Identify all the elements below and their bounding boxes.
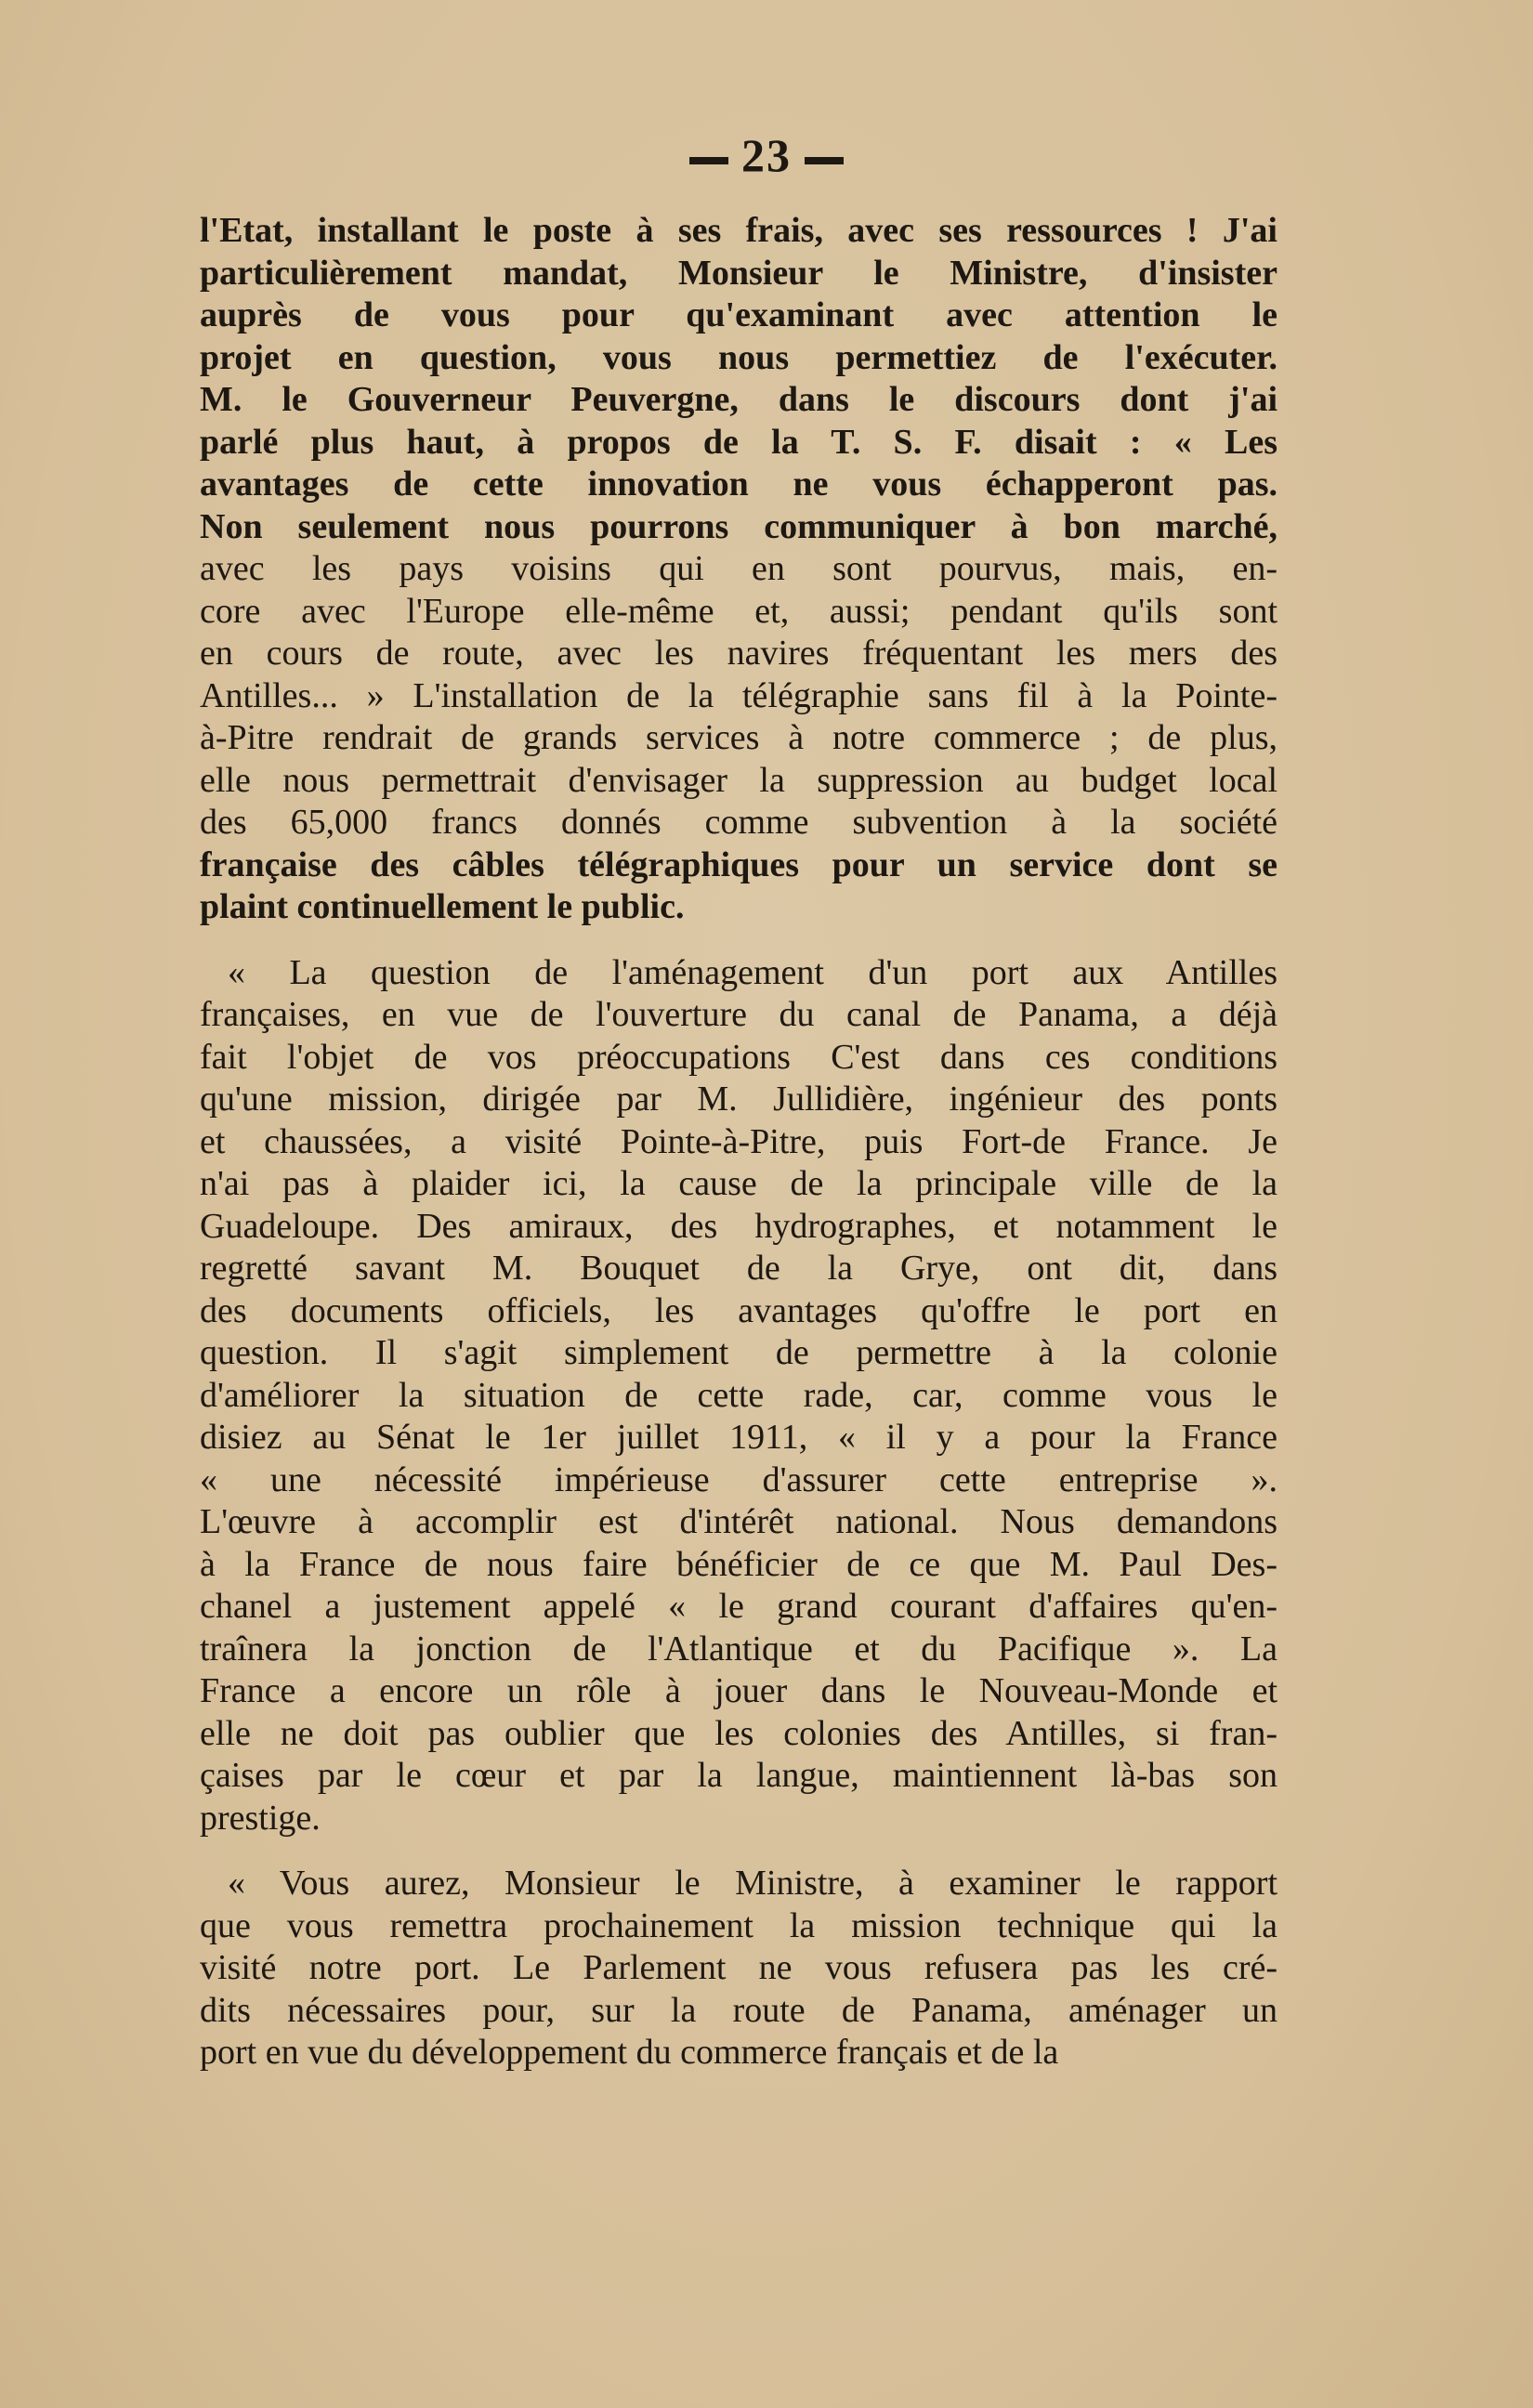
text-line: « La question de l'aménagement d'un port aux Antilles xyxy=(228,952,1278,992)
text-line: L'œuvre à accomplir est d'intérêt national. Nous demandons xyxy=(200,1502,1278,1541)
paragraph xyxy=(200,1863,1278,2074)
text-line: M. le Gouverneur Peuvergne, dans le discours dont j'ai xyxy=(200,380,1278,419)
text-line: « Vous aurez, Monsieur le Ministre, à examiner le rapport xyxy=(228,1864,1278,1903)
text-line: fait l'objet de vos préoccupations C'est dans ces conditions xyxy=(200,1037,1278,1077)
text-line: d'améliorer la situation de cette rade, car, comme vous le xyxy=(200,1375,1278,1415)
paragraph xyxy=(200,210,1278,929)
text-line: elle ne doit pas oublier que les colonies des Antilles, si fran- xyxy=(200,1713,1278,1753)
text-line: parlé plus haut, à propos de la T. S. F. disait : « Les xyxy=(200,422,1278,462)
text-line: çaises par le cœur et par la langue, maintiennent là-bas son xyxy=(200,1756,1278,1795)
text-line: projet en question, vous nous permettiez de l'exécuter. xyxy=(200,337,1278,377)
text-line: l'Etat, installant le poste à ses frais, avec ses ressources ! J'ai xyxy=(200,211,1278,250)
text-line: core avec l'Europe elle-même et, aussi; pendant qu'ils sont xyxy=(200,591,1278,631)
text-line: en cours de route, avec les navires fréquentant les mers des xyxy=(200,634,1278,673)
text-line: avec les pays voisins qui en sont pourvus, mais, en- xyxy=(200,549,1278,588)
text-line: Guadeloupe. Des amiraux, des hydrographes, et notamment le xyxy=(200,1206,1278,1246)
text-line: dits nécessaires pour, sur la route de Panama, aménager un xyxy=(200,1990,1278,2030)
text-line: Antilles... » L'installation de la télégraphie sans fil à la Pointe- xyxy=(200,675,1278,715)
text-line: françaises, en vue de l'ouverture du canal de Panama, a déjà xyxy=(200,995,1278,1034)
text-line: Non seulement nous pourrons communiquer à bon marché, xyxy=(200,506,1278,546)
page-number-text: 23 xyxy=(741,129,792,181)
text-line: française des câbles télégraphiques pour un service dont se xyxy=(200,844,1278,884)
text-line: question. Il s'agit simplement de permettre à la colonie xyxy=(200,1333,1278,1372)
text-line: France a encore un rôle à jouer dans le Nouveau-Monde et xyxy=(200,1671,1278,1710)
text-line: elle nous permettrait d'envisager la suppression au budget local xyxy=(200,760,1278,800)
text-line: prestige. xyxy=(200,1798,321,1838)
document-body xyxy=(200,210,1278,2098)
text-line: plaint continuellement le public. xyxy=(200,887,685,926)
text-line: disiez au Sénat le 1er juillet 1911, « il y a pour la France xyxy=(200,1418,1278,1457)
text-line: que vous remettra prochainement la mission technique qui la xyxy=(200,1905,1278,1945)
text-line: visité notre port. Le Parlement ne vous refusera pas les cré- xyxy=(200,1948,1278,1987)
text-line: à la France de nous faire bénéficier de ce que M. Paul Des- xyxy=(200,1544,1278,1584)
dash-right xyxy=(805,157,844,164)
text-line: et chaussées, a visité Pointe-à-Pitre, puis Fort-de France. Je xyxy=(200,1121,1278,1161)
dash-left xyxy=(689,157,728,164)
text-line: n'ai pas à plaider ici, la cause de la principale ville de la xyxy=(200,1164,1278,1203)
text-line: avantages de cette innovation ne vous échapperont pas. xyxy=(200,465,1278,504)
text-line: chanel a justement appelé « le grand courant d'affaires qu'en- xyxy=(200,1587,1278,1626)
text-line: des documents officiels, les avantages qu'offre le port en xyxy=(200,1290,1278,1330)
text-line: port en vue du développement du commerce français et de la xyxy=(200,2033,1059,2072)
text-line: particulièrement mandat, Monsieur le Ministre, d'insister xyxy=(200,253,1278,293)
text-line: des 65,000 francs donnés comme subvention à la société xyxy=(200,803,1278,842)
page-number xyxy=(0,128,1533,182)
text-line: auprès de vous pour qu'examinant avec attention le xyxy=(200,295,1278,334)
text-line: à-Pitre rendrait de grands services à notre commerce ; de plus, xyxy=(200,718,1278,757)
text-line: regretté savant M. Bouquet de la Grye, ont dit, dans xyxy=(200,1249,1278,1288)
paragraph xyxy=(200,952,1278,1840)
text-line: qu'une mission, dirigée par M. Jullidière, ingénieur des ponts xyxy=(200,1080,1278,1119)
text-line: « une nécessité impérieuse d'assurer cette entreprise ». xyxy=(200,1459,1278,1499)
text-line: traînera la jonction de l'Atlantique et du Pacifique ». La xyxy=(200,1629,1278,1669)
